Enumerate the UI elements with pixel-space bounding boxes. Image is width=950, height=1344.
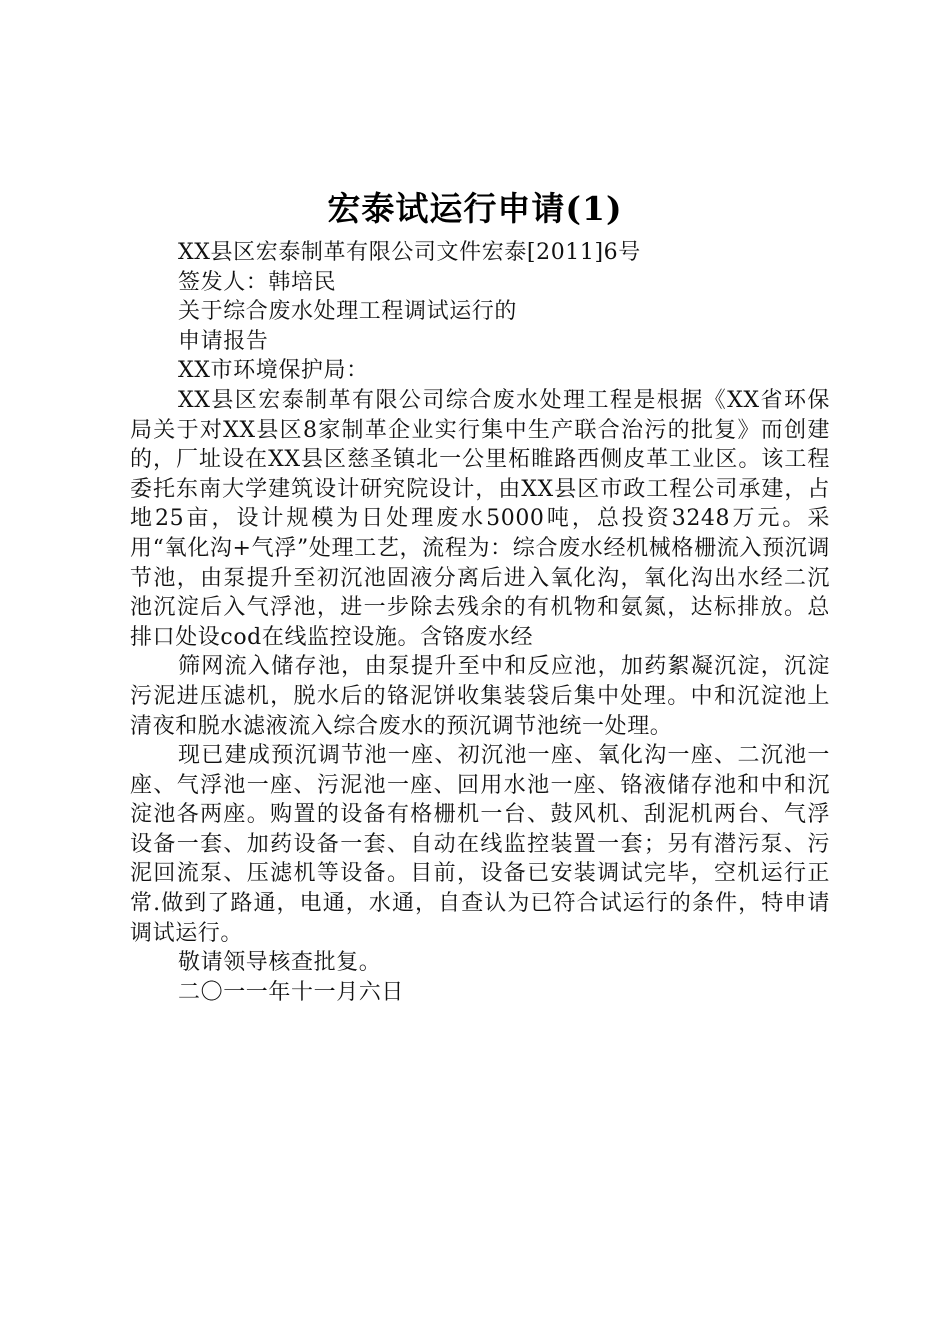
addressee-line: XX市环境保护局：: [178, 358, 369, 384]
signer-line: 签发人：韩培民: [178, 269, 337, 295]
body-paragraph-1: XX县区宏泰制革有限公司综合废水处理工程是根据《XX省环保局关于对XX县区8家制革企业实行集中生产联合治污的批复》而创建的，厂址设在XX县区慈圣镇北一公里柘睢路西侧皮革工业区。该工程委托东南大学建筑设计研究院设计，由XX县区市政工程公司承建，占地25亩，设计规模为日处理废水5000吨，总投资3248万元。采用“氧化沟+气浮”处理工艺，流程为：综合废水经机械格栅流入预沉调节池，由泵提升至初沉池固液分离后进入氧化沟，氧化沟出水经二沉池沉淀后入气浮池，进一步除去残余的有机物和氨氮，达标排放。总排口处设cod在线监控设施。含铬废水经: [130, 387, 830, 650]
body-paragraph-3: 现已建成预沉调节池一座、初沉池一座、氧化沟一座、二沉池一座、气浮池一座、污泥池一座、回用水池一座、铬液储存池和中和沉淀池各两座。购置的设备有格栅机一台、鼓风机、刮泥机两台、气浮设备一套、加药设备一套、自动在线监控装置一套；另有潜污泵、污泥回流泵、压滤机等设备。目前，设备已安装调试完毕，空机运行正常.做到了路通，电通，水通，自查认为已符合试运行的条件，特申请调试运行。: [130, 743, 830, 946]
document-title: 宏泰试运行申请(1): [327, 189, 623, 228]
body-paragraph-2: 筛网流入储存池，由泵提升至中和反应池，加药絮凝沉淀，沉淀污泥进压滤机，脱水后的铬泥饼收集装袋后集中处理。中和沉淀池上清夜和脱水滤液流入综合废水的预沉调节池统一处理。: [130, 654, 830, 739]
date-line: 二〇一一年十一月六日: [178, 979, 405, 1005]
closing-line: 敬请领导核查批复。: [178, 950, 382, 976]
subject-line-1: 关于综合废水处理工程调试运行的: [178, 299, 518, 325]
subject-line-2: 申请报告: [178, 328, 269, 354]
file-header-line: XX县区宏泰制革有限公司文件宏泰[2011]6号: [178, 240, 641, 265]
document-body: [130, 238, 830, 1007]
